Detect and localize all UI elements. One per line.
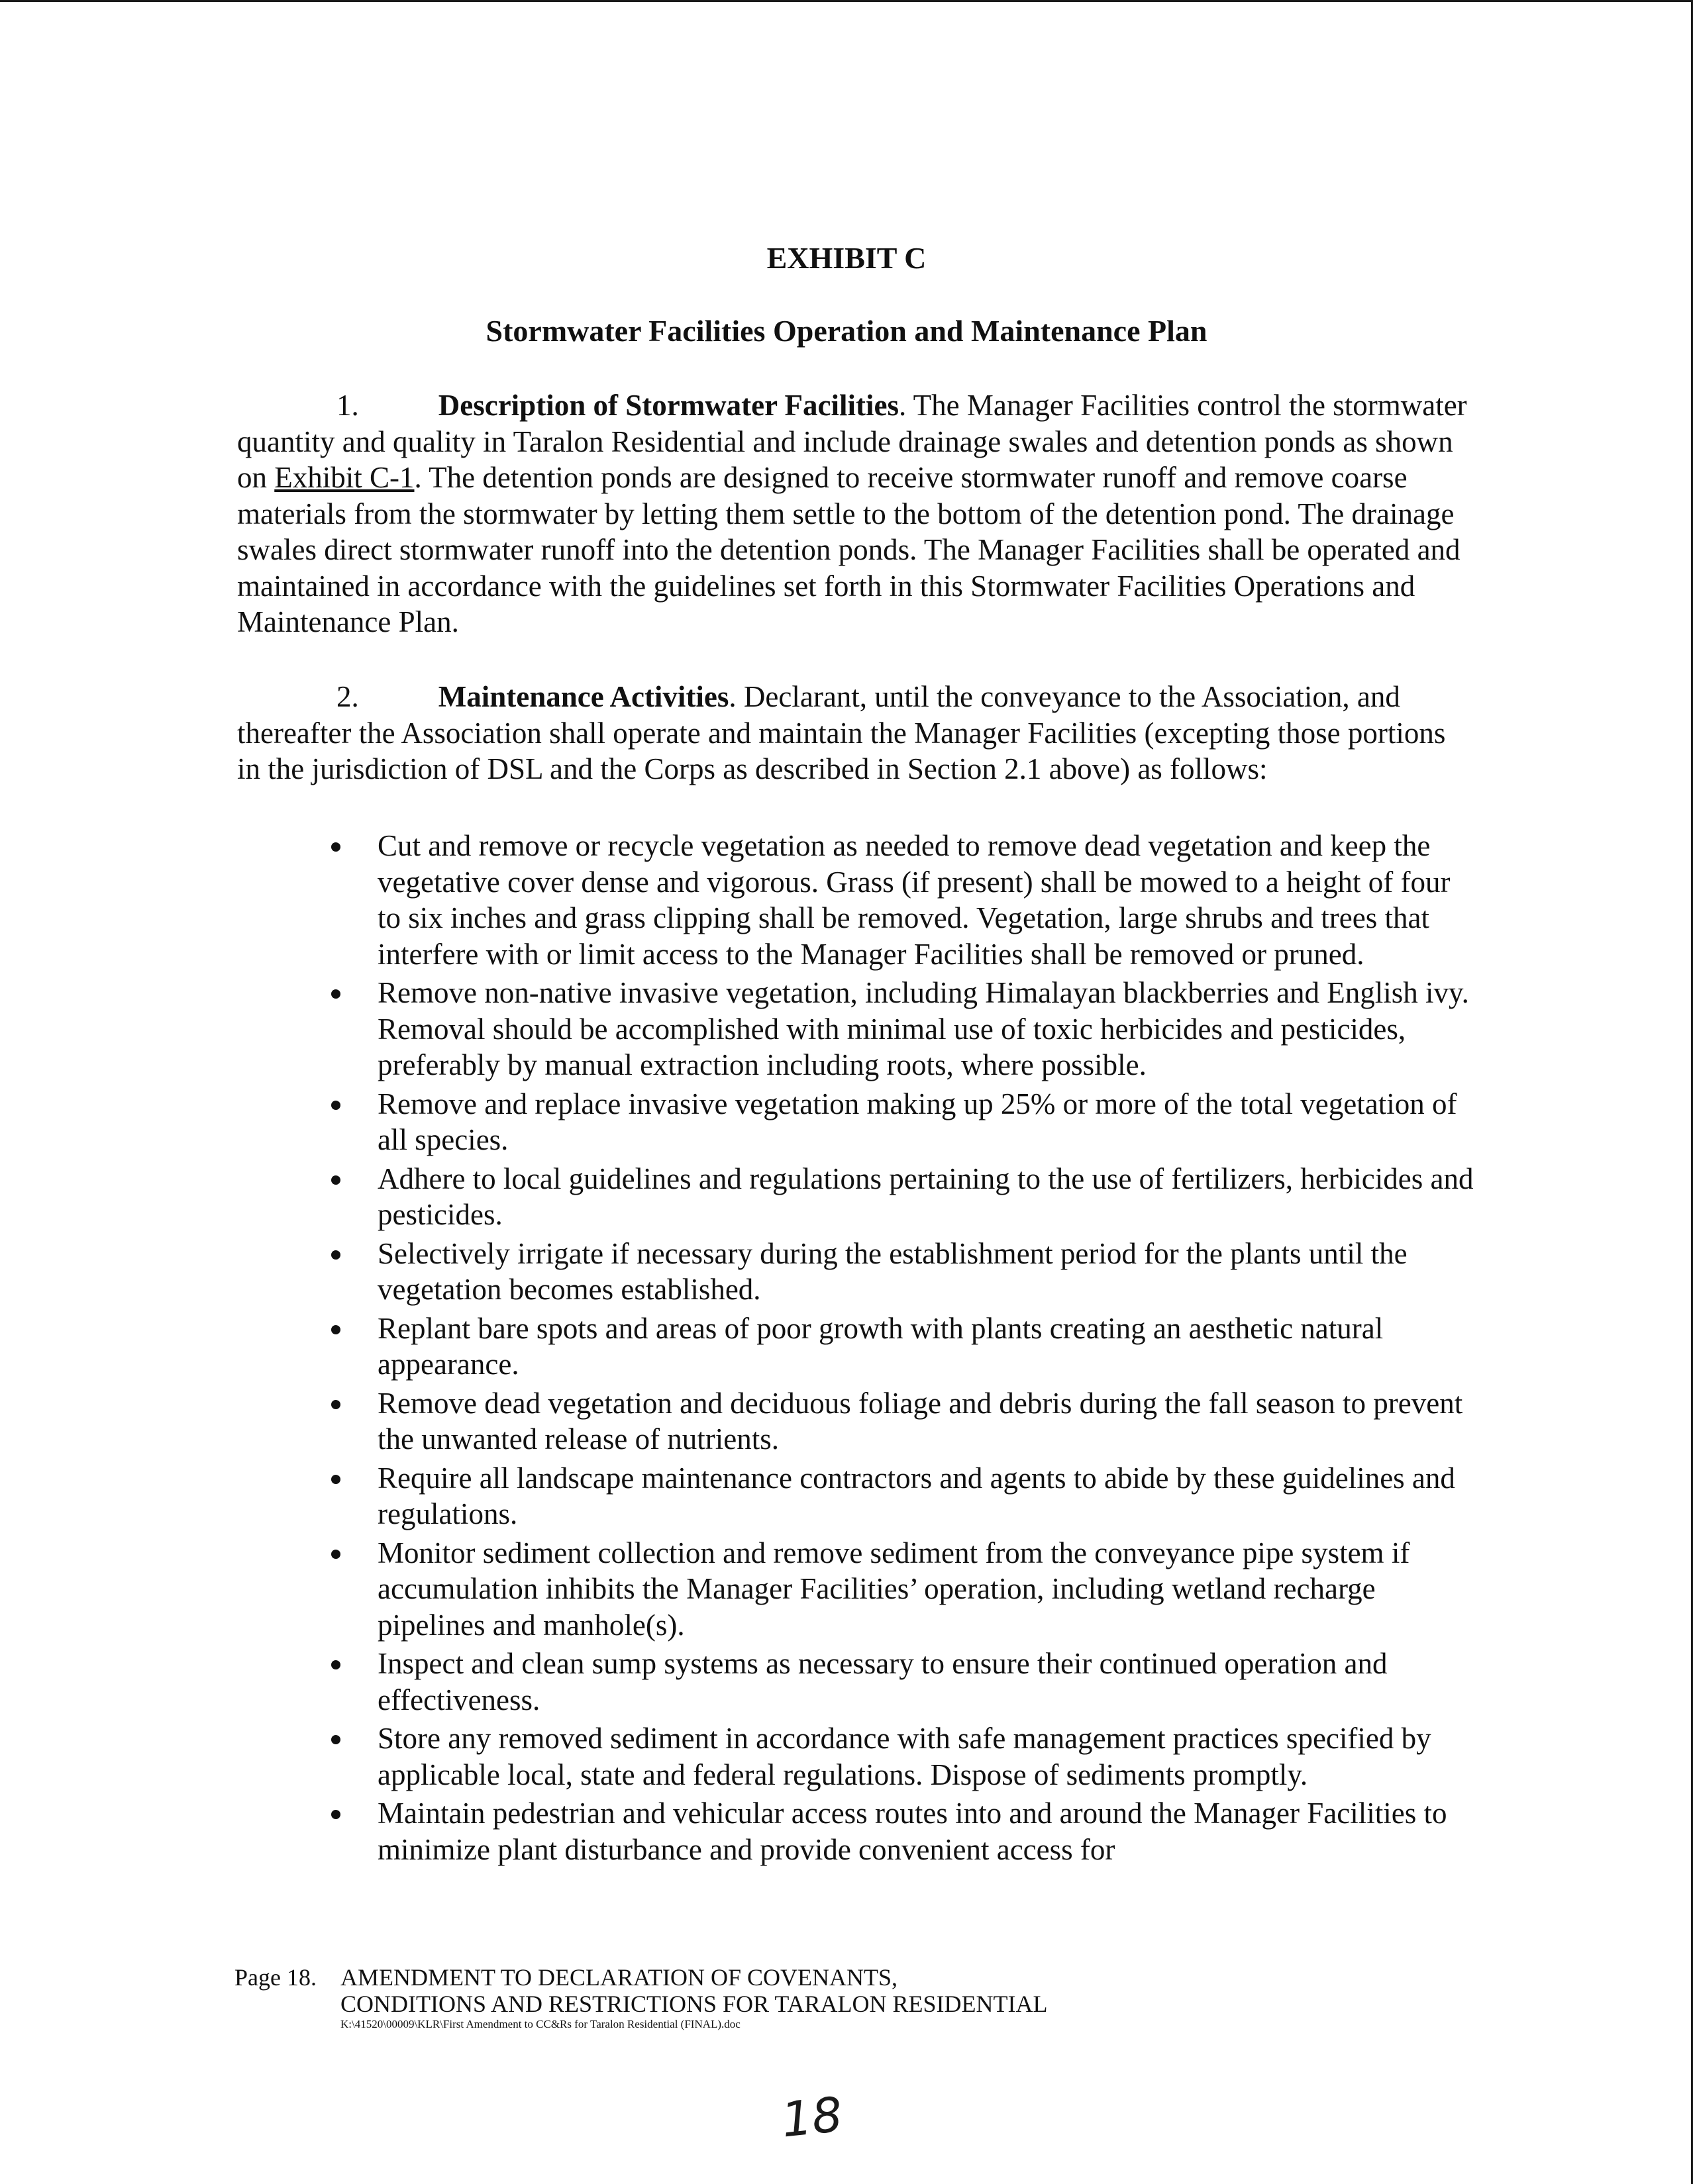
footer-line-1: AMENDMENT TO DECLARATION OF COVENANTS, xyxy=(340,1964,898,1991)
list-item-text: Replant bare spots and areas of poor growth with plants creating an aesthetic natural appearance. xyxy=(378,1311,1384,1381)
list-item xyxy=(326,828,1478,972)
section-1-text-b: . The detention ponds are designed to receive stormwater runoff and remove coarse materials from the stormwater by letting them settle to the bottom of the detention pond. The drainage swales direct stormwater runoff into the detention ponds. The Manager Facilities shall be operated and maintained in accordance with the guidelines set forth in this Stormwater Facilities Operations and Maintenance Plan. xyxy=(237,461,1461,638)
page-edge-top xyxy=(0,0,1693,2)
footer-file-path: K:\41520\00009\KLR\First Amendment to CC&Rs for Taralon Residential (FINAL).doc xyxy=(340,2018,741,2030)
list-item xyxy=(326,1720,1478,1793)
bullet-icon xyxy=(331,1400,340,1409)
bullet-icon xyxy=(331,1810,340,1819)
handwritten-page-number: 18 xyxy=(778,2086,845,2148)
list-item xyxy=(326,1795,1478,1867)
bullet-icon xyxy=(331,1175,340,1185)
exhibit-title: EXHIBIT C xyxy=(766,241,927,275)
list-item-text: Maintain pedestrian and vehicular access routes into and around the Manager Facilities to minimize plant disturbance and provide convenient access for xyxy=(378,1797,1447,1866)
bullet-icon xyxy=(331,1735,340,1744)
list-item-text: Store any removed sediment in accordance with safe management practices specified by applicable local, state and federal regulations. Dispose of sediments promptly. xyxy=(378,1722,1431,1791)
section-1-text-a: . The Manager Facilities control the stormwater quantity and quality in Taralon Residential and include drainage swales and detention ponds as shown on xyxy=(237,389,1467,494)
footer-row-1 xyxy=(234,1964,1047,1991)
section-2-number: 2. xyxy=(336,680,359,713)
list-item-text: Adhere to local guidelines and regulations pertaining to the use of fertilizers, herbicides and pesticides. xyxy=(378,1162,1474,1231)
maintenance-activities-list xyxy=(326,828,1478,1870)
list-item-text: Require all landscape maintenance contractors and agents to abide by these guidelines and regulations. xyxy=(378,1461,1455,1530)
list-item xyxy=(326,1535,1478,1644)
bullet-icon xyxy=(331,989,340,999)
exhibit-subtitle: Stormwater Facilities Operation and Maintenance Plan xyxy=(486,314,1207,348)
bullet-icon xyxy=(331,1325,340,1334)
page-footer xyxy=(234,1964,1047,2032)
list-item-text: Remove dead vegetation and deciduous foliage and debris during the fall season to prevent the unwanted release of nutrients. xyxy=(378,1386,1463,1456)
list-item xyxy=(326,1086,1478,1158)
section-2-heading: Maintenance Activities xyxy=(438,680,729,713)
section-1-heading: Description of Stormwater Facilities xyxy=(438,389,899,422)
list-item-text: Inspect and clean sump systems as necessary to ensure their continued operation and effectiveness. xyxy=(378,1647,1388,1716)
bullet-icon xyxy=(331,1101,340,1110)
list-item xyxy=(326,1236,1478,1308)
section-1-number: 1. xyxy=(336,389,359,422)
list-item-text: Selectively irrigate if necessary during the establishment period for the plants until the vegetation becomes established. xyxy=(378,1236,1408,1306)
list-item xyxy=(326,1161,1478,1233)
bullet-icon xyxy=(331,1250,340,1260)
exhibit-c1-reference: Exhibit C-1 xyxy=(274,461,415,494)
list-item xyxy=(326,1311,1478,1383)
list-item xyxy=(326,1460,1478,1532)
footer-line-2: CONDITIONS AND RESTRICTIONS FOR TARALON RESIDENTIAL xyxy=(340,1991,1048,2017)
bullet-icon xyxy=(331,842,340,852)
list-item-text: Monitor sediment collection and remove sediment from the conveyance pipe system if accumulation inhibits the Manager Facilities’ operation, including wetland recharge pipelines and manhole(s). xyxy=(378,1536,1410,1642)
bullet-icon xyxy=(331,1660,340,1669)
list-item-text: Remove and replace invasive vegetation making up 25% or more of the total vegetation of all species. xyxy=(378,1087,1457,1156)
bullet-icon xyxy=(331,1475,340,1484)
footer-row-2 xyxy=(234,1991,1047,2017)
bullet-icon xyxy=(331,1550,340,1559)
section-2-text: . Declarant, until the conveyance to the Association, and thereafter the Association shall operate and maintain the Manager Facilities (excepting those portions in the jurisdiction of DSL and the Corps as described in Section 2.1 above) as follows: xyxy=(237,680,1446,785)
section-1-paragraph xyxy=(237,387,1469,640)
footer-page-label: Page 18. xyxy=(234,1964,317,1991)
list-item-text: Remove non-native invasive vegetation, including Himalayan blackberries and English ivy. Removal should be accomplished with minimal use of toxic herbicides and pesticides, preferably by manual extraction including roots, where possible. xyxy=(378,976,1469,1081)
list-item xyxy=(326,1385,1478,1458)
list-item xyxy=(326,975,1478,1083)
section-2-paragraph xyxy=(237,679,1469,787)
list-item xyxy=(326,1646,1478,1718)
list-item-text: Cut and remove or recycle vegetation as needed to remove dead vegetation and keep the vegetative cover dense and vigorous. Grass (if present) shall be mowed to a height of four to six inches and grass clipping shall be removed. Vegetation, large shrubs and trees that interfere with or limit access to the Manager Facilities shall be removed or pruned. xyxy=(378,829,1451,971)
